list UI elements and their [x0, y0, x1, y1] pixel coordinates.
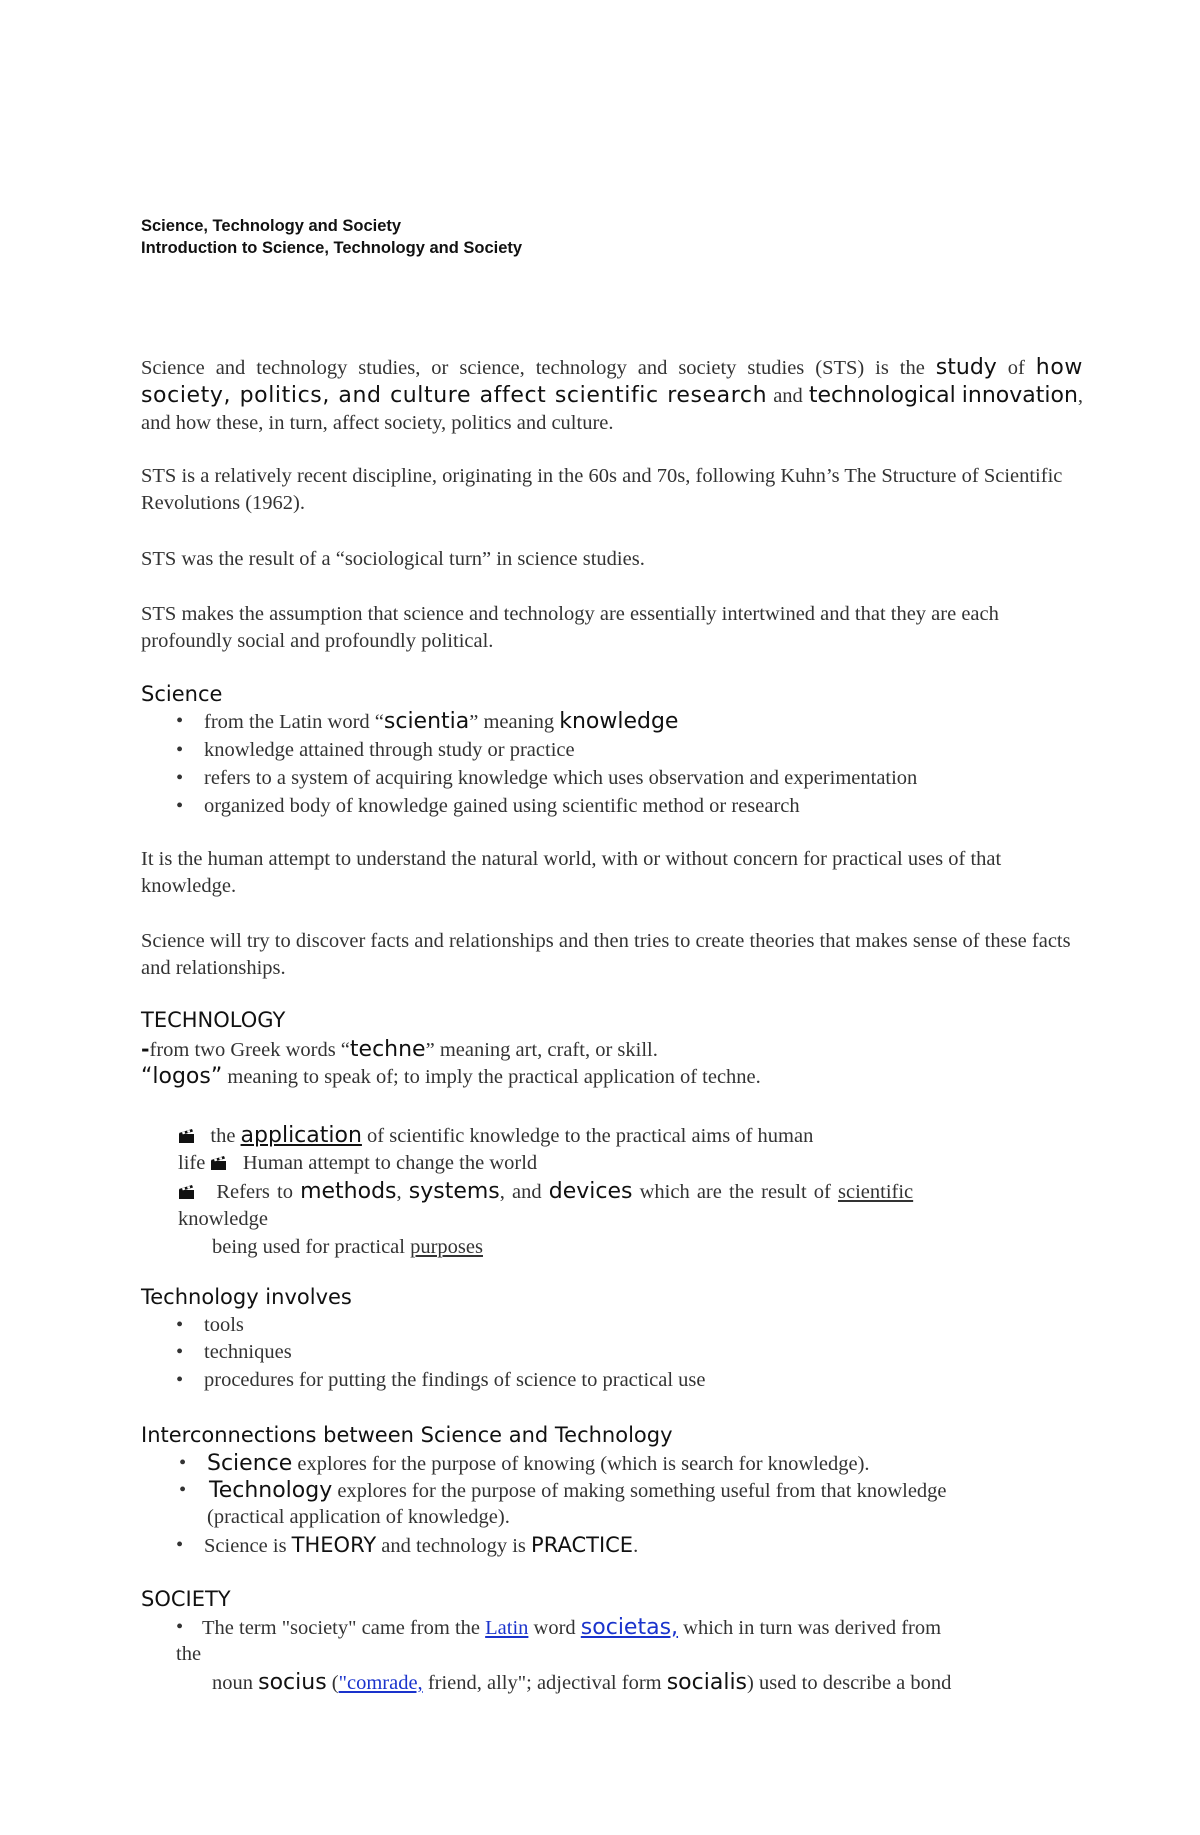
bullet-text: explores for the purpose of making something useful from that knowledge	[332, 1480, 947, 1502]
emphasis-theory: THEORY	[291, 1533, 377, 1557]
science-bullet-3	[176, 765, 918, 792]
intro-text: of	[1007, 357, 1025, 379]
science-bullet-2	[176, 737, 575, 764]
involves-item	[176, 1339, 292, 1366]
emphasis-innovation: innovation	[961, 383, 1078, 408]
emphasis-knowledge: knowledge	[559, 709, 679, 734]
bullet-text: tools	[204, 1314, 244, 1336]
technology-text: of scientific knowledge to the practical aims of human	[367, 1125, 814, 1147]
society-text: word	[533, 1617, 576, 1639]
bullet-text: organized body of knowledge gained using scientific method or research	[204, 795, 800, 817]
clapperboard-icon	[178, 1128, 195, 1144]
underlined-purposes: purposes	[410, 1236, 483, 1258]
technology-text: meaning to speak of; to imply the practical application of techne.	[222, 1066, 761, 1088]
societas-link[interactable]: societas,	[580, 1615, 679, 1640]
technology-text: which are the result of	[639, 1181, 831, 1203]
technology-clap-line-1	[178, 1122, 1120, 1150]
emphasis-how-society: how society, politics, and culture affect scientific research	[141, 355, 1083, 408]
society-text: which in turn was derived from	[683, 1617, 942, 1639]
underlined-scientific: scientific	[838, 1181, 914, 1203]
technology-text: being used for practical	[212, 1236, 405, 1258]
bullet: •	[176, 1314, 184, 1336]
technology-heading: TECHNOLOGY	[141, 1008, 286, 1032]
emphasis-logos: “logos”	[141, 1064, 223, 1089]
bullet: •	[176, 1369, 184, 1391]
society-line-2: the	[176, 1643, 202, 1665]
bullet-text: ” meaning	[469, 711, 555, 733]
technology-clap-line-5	[212, 1234, 1154, 1261]
bullet-text: techniques	[204, 1341, 292, 1363]
emphasis-technology: Technology	[209, 1478, 333, 1503]
science-heading: Science	[141, 682, 223, 706]
technology-text: Refers to	[216, 1181, 293, 1203]
bullet: •	[179, 1479, 187, 1501]
emphasis-practice: PRACTICE	[531, 1533, 634, 1557]
emphasis-techne: techne	[349, 1037, 426, 1062]
technology-text: life	[178, 1152, 206, 1174]
society-text: friend, ally"; adjectival form	[427, 1672, 662, 1694]
intro-text: Science and technology studies, or science, technology and society studies (STS) is the	[141, 357, 925, 379]
society-text: The term "society" came from the	[202, 1617, 481, 1639]
bullet-text: Science is	[204, 1535, 287, 1557]
emphasis-socius: socius	[258, 1670, 327, 1695]
document-title: Science, Technology and Society	[141, 217, 402, 235]
involves-item	[176, 1312, 244, 1339]
technology-text: the	[210, 1125, 236, 1147]
emphasis-technological: technological	[808, 383, 956, 408]
bullet-text: .	[633, 1535, 639, 1557]
involves-item	[176, 1367, 706, 1394]
comrade-link[interactable]: "comrade,	[338, 1672, 423, 1694]
emphasis-methods: methods	[300, 1179, 397, 1204]
interconnections-bullet-2-cont: (practical application of knowledge).	[207, 1506, 510, 1528]
society-line-1	[176, 1614, 942, 1642]
intro-text: and	[773, 385, 803, 407]
dash: -	[141, 1037, 150, 1061]
emphasis-devices: devices	[548, 1179, 633, 1204]
science-bullet-4	[176, 793, 800, 820]
technology-text: from two Greek words “	[149, 1039, 350, 1061]
technology-clap-line-2	[178, 1150, 1120, 1177]
intro-paragraph-2: STS is a relatively recent discipline, originating in the 60s and 70s, following Kuhn’s The Structure of Scientific Revolutions (1962).	[141, 465, 1063, 514]
science-paragraph-1: It is the human attempt to understand the natural world, with or without concern for practical uses of that knowledge.	[141, 848, 1002, 897]
emphasis-science: Science	[207, 1451, 293, 1476]
technology-line-2	[141, 1063, 1083, 1091]
bullet: •	[176, 1616, 184, 1638]
clapperboard-icon	[178, 1184, 195, 1200]
bullet: •	[176, 1534, 184, 1556]
technology-clap-line-3	[178, 1178, 1028, 1206]
bullet-text: refers to a system of acquiring knowledge which uses observation and experimentation	[204, 767, 918, 789]
interconnections-bullet-2	[179, 1477, 947, 1505]
emphasis-systems: systems	[408, 1179, 500, 1204]
society-text: noun	[212, 1672, 253, 1694]
interconnections-bullet-1	[179, 1450, 870, 1478]
interconnections-bullet-3	[176, 1532, 639, 1560]
document-subtitle: Introduction to Science, Technology and Society	[141, 239, 523, 257]
bullet-text: and technology is	[381, 1535, 526, 1557]
bullet-text: knowledge attained through study or practice	[204, 739, 575, 761]
bullet: •	[179, 1452, 187, 1474]
technology-line-1	[141, 1036, 1083, 1064]
technology-text: , and	[499, 1181, 542, 1203]
bullet: •	[176, 1341, 184, 1363]
emphasis-socialis: socialis	[666, 1670, 748, 1695]
science-bullet-1	[176, 708, 679, 736]
society-text: ) used to describe a bond	[747, 1672, 952, 1694]
emphasis-scientia: scientia	[383, 709, 470, 734]
emphasis-study: study	[935, 355, 997, 380]
bullet: •	[176, 710, 184, 732]
emphasis-application: application	[240, 1123, 362, 1148]
bullet-text: explores for the purpose of knowing (which is search for knowledge).	[292, 1453, 870, 1475]
society-line-3	[212, 1669, 951, 1697]
technology-involves-heading: Technology involves	[141, 1285, 352, 1309]
technology-clap-line-4: knowledge	[178, 1208, 268, 1230]
intro-paragraph-1	[141, 354, 1083, 437]
society-text: (	[331, 1672, 339, 1694]
bullet: •	[176, 795, 184, 817]
intro-paragraph-3: STS was the result of a “sociological turn” in science studies.	[141, 548, 645, 570]
interconnections-heading: Interconnections between Science and Technology	[141, 1423, 673, 1447]
intro-text: , and how these, in turn, affect society, politics and culture.	[141, 385, 1084, 434]
technology-text: ” meaning art, craft, or skill.	[425, 1039, 658, 1061]
bullet: •	[176, 739, 184, 761]
science-paragraph-2: Science will try to discover facts and relationships and then tries to create theories that makes sense of these facts and relationships.	[141, 930, 1071, 979]
bullet: •	[176, 767, 184, 789]
society-heading: SOCIETY	[141, 1587, 231, 1611]
technology-text: ,	[396, 1181, 402, 1203]
clapperboard-icon	[210, 1155, 227, 1171]
intro-paragraph-4: STS makes the assumption that science and technology are essentially intertwined and that they are each profoundly social and profoundly political.	[141, 603, 999, 652]
bullet-text: procedures for putting the findings of science to practical use	[204, 1369, 706, 1391]
bullet-text: from the Latin word “	[204, 711, 384, 733]
technology-text: Human attempt to change the world	[242, 1152, 538, 1174]
latin-link[interactable]: Latin	[485, 1617, 529, 1639]
